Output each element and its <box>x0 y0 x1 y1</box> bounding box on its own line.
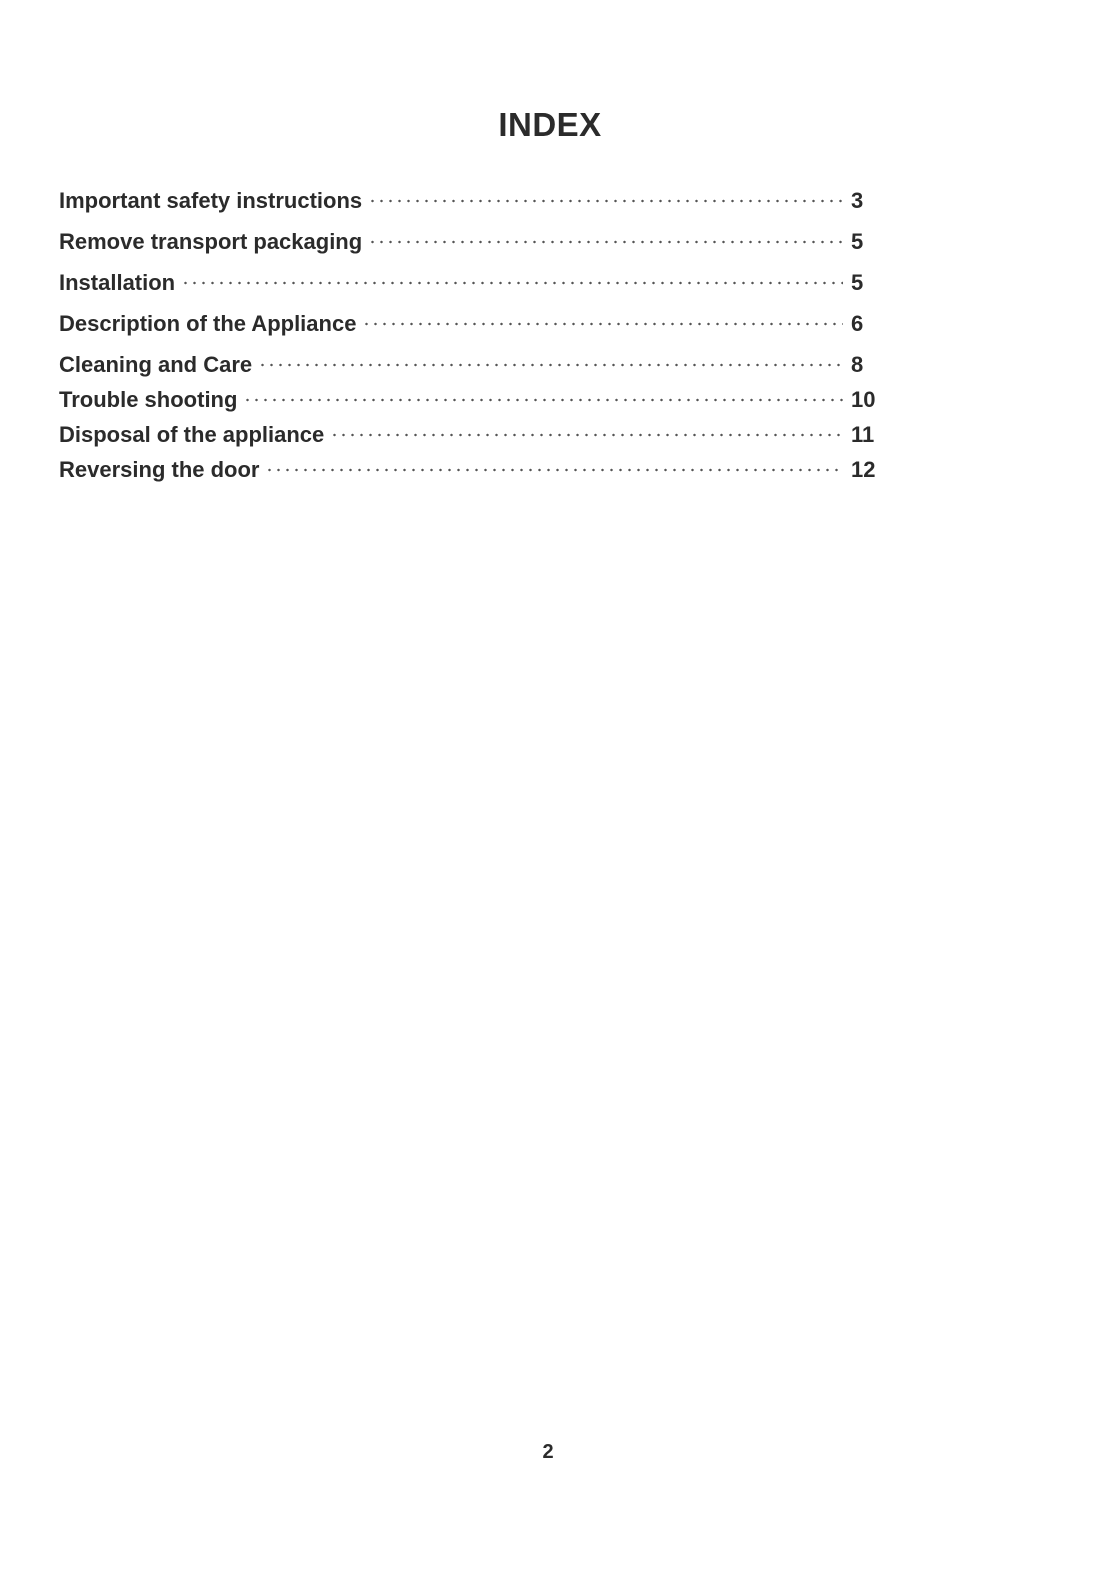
toc-entry-reversing-door[interactable] <box>59 457 879 492</box>
page-number: 2 <box>542 1441 554 1463</box>
toc-entry-label: Trouble shooting <box>59 387 238 412</box>
toc-entry-page: 12 <box>851 457 876 482</box>
dot-leader <box>330 432 843 438</box>
toc-entry-page: 10 <box>851 387 876 412</box>
toc-entry-label: Remove transport packaging <box>59 229 363 254</box>
toc-entry-label: Reversing the door <box>59 457 260 482</box>
toc-entry-trouble-shooting[interactable] <box>59 387 879 422</box>
toc-entry-page: 6 <box>851 311 864 336</box>
dot-leader <box>243 397 843 403</box>
toc-entry-page: 5 <box>851 229 864 254</box>
toc-entry-disposal[interactable] <box>59 422 879 457</box>
dot-leader <box>265 467 843 473</box>
toc-entry-page: 3 <box>851 188 864 213</box>
dot-leader <box>181 280 843 286</box>
toc-entry-label: Disposal of the appliance <box>59 422 325 447</box>
toc-entry-label: Description of the Appliance <box>59 311 357 336</box>
toc-entry-installation[interactable] <box>59 270 879 311</box>
toc-entry-page: 11 <box>851 422 875 447</box>
page-title: INDEX <box>498 106 602 143</box>
table-of-contents <box>59 188 879 492</box>
toc-entry-cleaning-care[interactable] <box>59 352 879 387</box>
toc-entry-page: 8 <box>851 352 864 377</box>
toc-entry-page: 5 <box>851 270 864 295</box>
toc-entry-safety-instructions[interactable] <box>59 188 879 229</box>
toc-entry-label: Cleaning and Care <box>59 352 253 377</box>
dot-leader <box>258 362 843 368</box>
dot-leader <box>362 321 843 327</box>
toc-entry-label: Installation <box>59 270 176 295</box>
dot-leader <box>368 239 843 245</box>
toc-entry-description[interactable] <box>59 311 879 352</box>
dot-leader <box>368 198 843 204</box>
toc-entry-transport-packaging[interactable] <box>59 229 879 270</box>
toc-entry-label: Important safety instructions <box>59 188 363 213</box>
